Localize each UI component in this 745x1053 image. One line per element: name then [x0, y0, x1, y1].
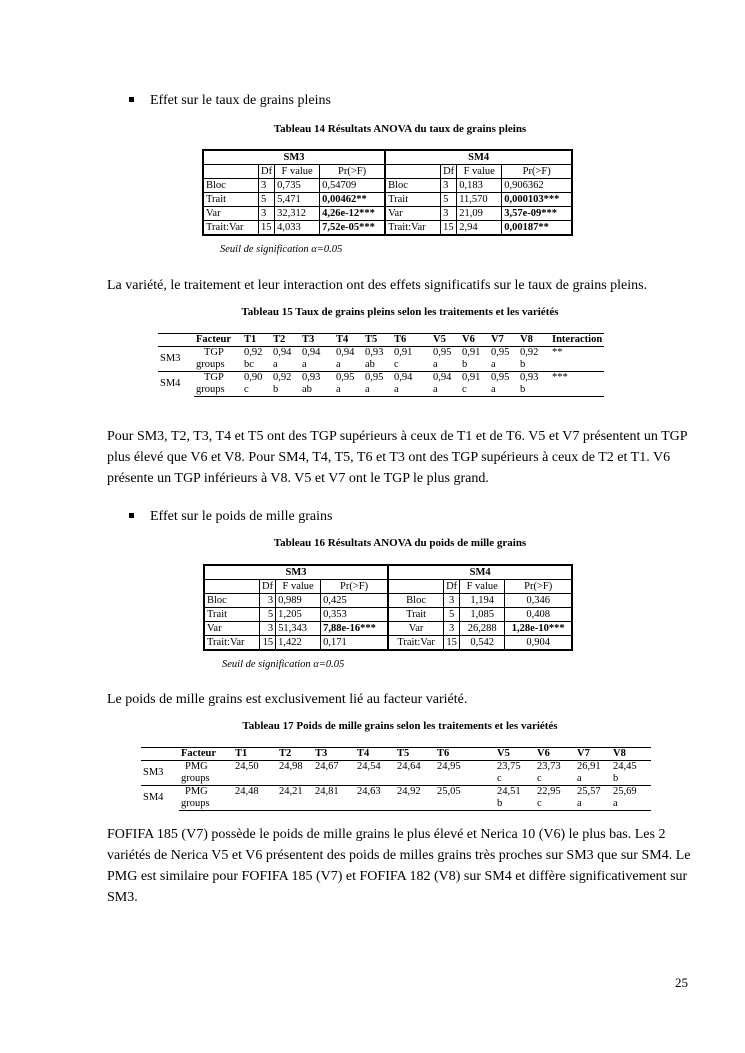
table-row: SM3 PMG 24,50 24,98 24,67 24,54 24,64 24,95 23,75 23,73 26,91 24,45 — [143, 761, 637, 778]
table17 — [141, 747, 651, 811]
col-header: Pr(>F) — [505, 580, 573, 594]
col-header: T1 — [242, 334, 271, 347]
table-row: groups bc a a a ab c a b a b — [196, 359, 526, 370]
col-header: V7 — [489, 334, 518, 347]
table-row: SM4 TGP 0,90 0,92 0,93 0,95 0,95 0,94 0,94 0,91 0,95 0,93 *** — [158, 372, 604, 385]
col-header: F value — [460, 580, 505, 594]
page-number: 25 — [675, 975, 688, 990]
table14-caption: Tableau 14 Résultats ANOVA du taux de grains pleins — [273, 123, 527, 135]
table14-note: Seuil de signification α=0.05 — [220, 244, 343, 255]
table16 — [203, 564, 573, 651]
col-header: Df — [444, 580, 460, 594]
col-header: F value — [275, 165, 320, 179]
col-header: T6 — [435, 748, 495, 761]
col-header: T5 — [395, 748, 435, 761]
table15 — [158, 333, 604, 397]
table-row: Var 3 51,343 7,88e-16*** Var 3 26,288 1,28e-10*** — [204, 622, 572, 636]
table-row: Trait:Var 15 4,033 7,52e-05*** Trait:Var 15 2,94 0,00187** — [203, 221, 572, 236]
col-header: Pr(>F) — [321, 580, 389, 594]
table-row: Bloc 3 0,735 0,54709 Bloc 3 0,183 0,906362 — [203, 179, 572, 193]
col-header: Df — [260, 580, 276, 594]
table-row: Trait:Var 15 1,422 0,171 Trait:Var 15 0,542 0,904 — [204, 636, 572, 651]
bullet-icon — [129, 513, 134, 518]
col-header: V6 — [535, 748, 575, 761]
col-header: V8 — [611, 748, 651, 761]
table-row: SM3 TGP 0,92 0,94 0,94 0,94 0,93 0,91 0,95 0,91 0,95 0,92 ** — [160, 347, 563, 364]
table17-caption: Tableau 17 Poids de mille grains selon les traitements et les variétés — [242, 720, 558, 732]
table-row: Var 3 32,312 4,26e-12*** Var 3 21,09 3,57e-09*** — [203, 207, 572, 221]
table15-caption: Tableau 15 Taux de grains pleins selon les traitements et les variétés — [241, 306, 559, 318]
col-header: V7 — [575, 748, 611, 761]
table16-sm3-title: SM3 — [204, 565, 388, 580]
table-row: Bloc 3 0,989 0,425 Bloc 3 1,194 0,346 — [204, 594, 572, 608]
col-header: Facteur — [179, 748, 233, 761]
col-header: V8 — [518, 334, 550, 347]
table-row: Trait 5 1,205 0,353 Trait 5 1,085 0,408 — [204, 608, 572, 622]
col-header: Interaction — [552, 334, 603, 345]
col-header: V6 — [460, 334, 489, 347]
col-header: T3 — [300, 334, 334, 347]
table16-note: Seuil de signification α=0.05 — [222, 659, 345, 670]
col-header: Pr(>F) — [320, 165, 386, 179]
table-row: Trait 5 5,471 0,00462** Trait 5 11,570 0,000103*** — [203, 193, 572, 207]
table14-sm3-title: SM3 — [203, 150, 385, 165]
col-header: T2 — [277, 748, 313, 761]
col-header: T2 — [271, 334, 300, 347]
table-row: groups c c a b — [181, 773, 619, 784]
table-row: groups c b ab a a a a c a b — [158, 384, 604, 397]
table16-sm4-title: SM4 — [388, 565, 572, 580]
bullet-icon — [129, 97, 134, 102]
section-heading-text: Effet sur le poids de mille grains — [150, 509, 333, 524]
col-header: F value — [276, 580, 321, 594]
col-header: Df — [259, 165, 275, 179]
table16-caption: Tableau 16 Résultats ANOVA du poids de mille grains — [273, 537, 527, 549]
table-row: groups b c a a — [141, 798, 651, 811]
col-header: Facteur — [194, 334, 242, 347]
col-header: T4 — [334, 334, 363, 347]
col-header: V5 — [431, 334, 460, 347]
table-row: SM4 PMG 24,48 24,21 24,81 24,63 24,92 25,05 24,51 22,95 25,57 25,69 — [141, 786, 651, 799]
col-header: T1 — [233, 748, 277, 761]
table14-sm4-title: SM4 — [385, 150, 572, 165]
section-heading-grains-pleins — [129, 93, 331, 109]
paragraph: FOFIFA 185 (V7) possède le poids de mille grains le plus élevé et Nerica 10 (V6) le plus bas. Les 2 variétés de Nerica V5 et V6 présentent des poids de milles grains très proches sur SM3 que sur SM4. Le PMG est similaire pour FOFIFA 185 (V7) et FOFIFA 182 (V8) sur SM4 et diffère significativement sur SM3. — [107, 827, 691, 905]
col-header: T6 — [392, 334, 431, 347]
section-heading-poids-mille-grains — [129, 509, 332, 525]
paragraph: Le poids de mille grains est exclusivement lié au facteur variété. — [107, 692, 468, 707]
col-header: T3 — [313, 748, 355, 761]
section-heading-text: Effet sur le taux de grains pleins — [150, 93, 331, 108]
col-header: F value — [457, 165, 502, 179]
paragraph: La variété, le traitement et leur interaction ont des effets significatifs sur le taux de grains pleins. — [107, 278, 648, 293]
col-header: Df — [441, 165, 457, 179]
table14 — [202, 149, 573, 236]
col-header: V5 — [495, 748, 535, 761]
col-header: Pr(>F) — [502, 165, 573, 179]
col-header: T4 — [355, 748, 395, 761]
paragraph: Pour SM3, T2, T3, T4 et T5 ont des TGP supérieurs à ceux de T1 et de T6. V5 et V7 présentent un TGP plus élevé que V6 et V8. Pour SM4, T4, T5, T6 et T3 ont des TGP supérieurs à ceux de T2 et T1. V6 présente un TGP inférieurs à V8. V5 et V7 ont le TGP le plus grand. — [107, 429, 688, 486]
col-header: T5 — [363, 334, 392, 347]
